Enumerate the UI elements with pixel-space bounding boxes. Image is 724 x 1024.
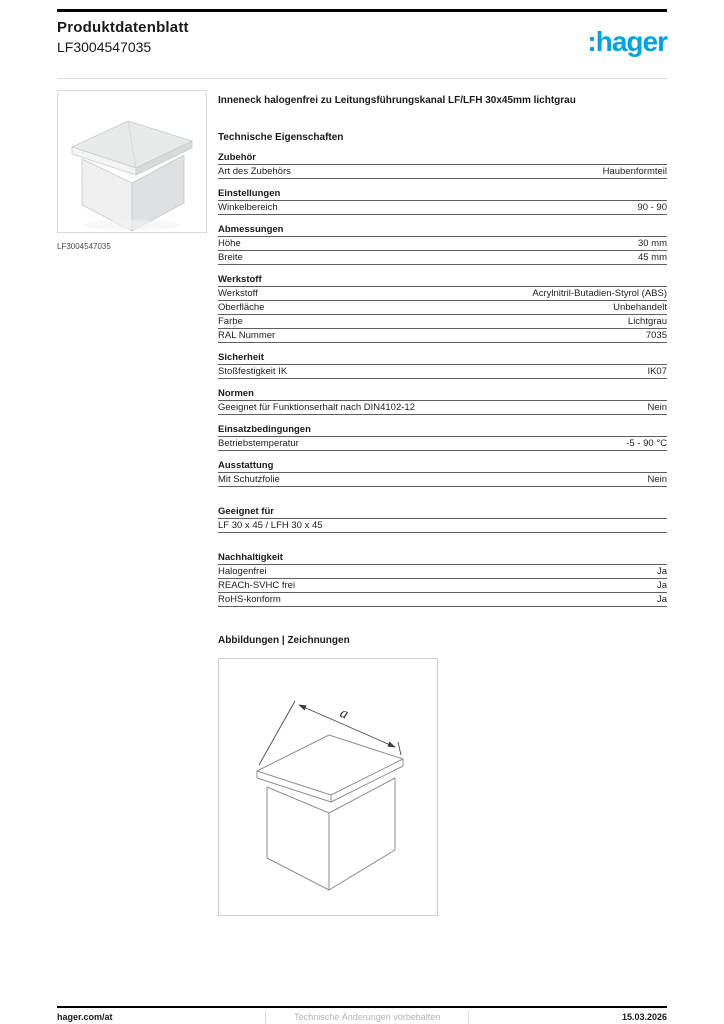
product-3d-render [58,91,206,232]
technical-drawing [218,658,438,916]
spec-value: IK07 [647,366,667,377]
spec-section [218,273,667,343]
section-title: Werkstoff [218,273,667,287]
spec-label: Mit Schutzfolie [218,474,280,485]
product-image [57,90,207,233]
section-rows [218,473,667,487]
section-rows [218,519,667,533]
spec-row [218,401,667,415]
spec-label: Geeignet für Funktionserhalt nach DIN4102-12 [218,402,415,413]
spec-value: 90 - 90 [637,202,667,213]
spec-label: Oberfläche [218,302,265,313]
spec-value: 30 mm [637,238,667,249]
spec-row [218,251,667,265]
spec-value: Unbehandelt [613,302,667,313]
spec-row [218,579,667,593]
section-rows [218,165,667,179]
section-title: Einstellungen [218,187,667,201]
spec-label: Halogenfrei [218,566,267,577]
page-title: Produktdatenblatt [57,19,189,36]
spec-sections [218,151,667,607]
spec-label: Breite [218,252,243,263]
spec-section [218,459,667,487]
section-rows [218,237,667,265]
section-title: Abmessungen [218,223,667,237]
spec-row [218,165,667,179]
spec-row [218,437,667,451]
section-rows [218,365,667,379]
spec-row [218,287,667,301]
spec-row [218,565,667,579]
spec-value: Ja [656,580,667,591]
spec-value: 45 mm [637,252,667,263]
spec-label: LF 30 x 45 / LFH 30 x 45 [218,520,323,531]
spec-row [218,315,667,329]
footer-website-link[interactable]: hager.com/at [57,1012,113,1022]
section-title: Normen [218,387,667,401]
spec-label: Winkelbereich [218,202,278,213]
product-name: Inneneck halogenfrei zu Leitungsführungskanal LF/LFH 30x45mm lichtgrau [218,95,576,106]
spec-section [218,423,667,451]
spec-section [218,223,667,265]
section-rows [218,565,667,607]
spec-row [218,201,667,215]
dimension-drawing [219,659,437,915]
spec-value: -5 - 90 °C [626,438,667,449]
spec-value: Haubenformteil [602,166,667,177]
spec-row [218,519,667,533]
spec-label: RAL Nummer [218,330,276,341]
spec-label: RoHS-konform [218,594,281,605]
spec-row [218,593,667,607]
spec-label: Betriebstemperatur [218,438,299,449]
hager-logo: :hager [587,26,667,57]
section-rows [218,437,667,451]
section-title: Ausstattung [218,459,667,473]
spec-label: Farbe [218,316,243,327]
header-product-id: LF3004547035 [57,39,152,55]
spec-row [218,301,667,315]
section-title: Nachhaltigkeit [218,551,667,565]
spec-section [218,151,667,179]
spec-row [218,237,667,251]
spec-section [218,351,667,379]
product-image-caption: LF3004547035 [57,242,111,251]
spec-label: Stoßfestigkeit IK [218,366,288,377]
spec-value: Lichtgrau [627,316,667,327]
dimension-a-label: a [337,705,351,723]
section-rows [218,401,667,415]
footer [57,1006,667,1024]
spec-section [218,387,667,415]
spec-value: Ja [656,594,667,605]
footer-date: 15.03.2026 [621,1012,667,1022]
drawings-heading: Abbildungen | Zeichnungen [218,635,350,646]
spec-value: Nein [647,474,667,485]
spec-value: Ja [656,566,667,577]
header [57,9,667,55]
main-content [218,90,667,916]
spec-value: Acrylnitril-Butadien-Styrol (ABS) [532,288,667,299]
spec-section [218,505,667,533]
spec-label: Höhe [218,238,241,249]
spec-section [218,187,667,215]
spec-row [218,365,667,379]
spec-row [218,329,667,343]
header-divider [57,78,667,79]
specs-heading: Technische Eigenschaften [218,132,344,143]
section-title: Zubehör [218,151,667,165]
spec-section [218,551,667,607]
spec-label: REACh-SVHC frei [218,580,296,591]
spec-row [218,473,667,487]
section-title: Geeignet für [218,505,667,519]
section-rows [218,201,667,215]
section-rows [218,287,667,343]
spec-value: 7035 [645,330,667,341]
spec-label: Art des Zubehörs [218,166,291,177]
spec-value: Nein [647,402,667,413]
footer-note: Technische Änderungen vorbehalten [265,1011,469,1023]
section-title: Einsatzbedingungen [218,423,667,437]
spec-label: Werkstoff [218,288,258,299]
section-title: Sicherheit [218,351,667,365]
